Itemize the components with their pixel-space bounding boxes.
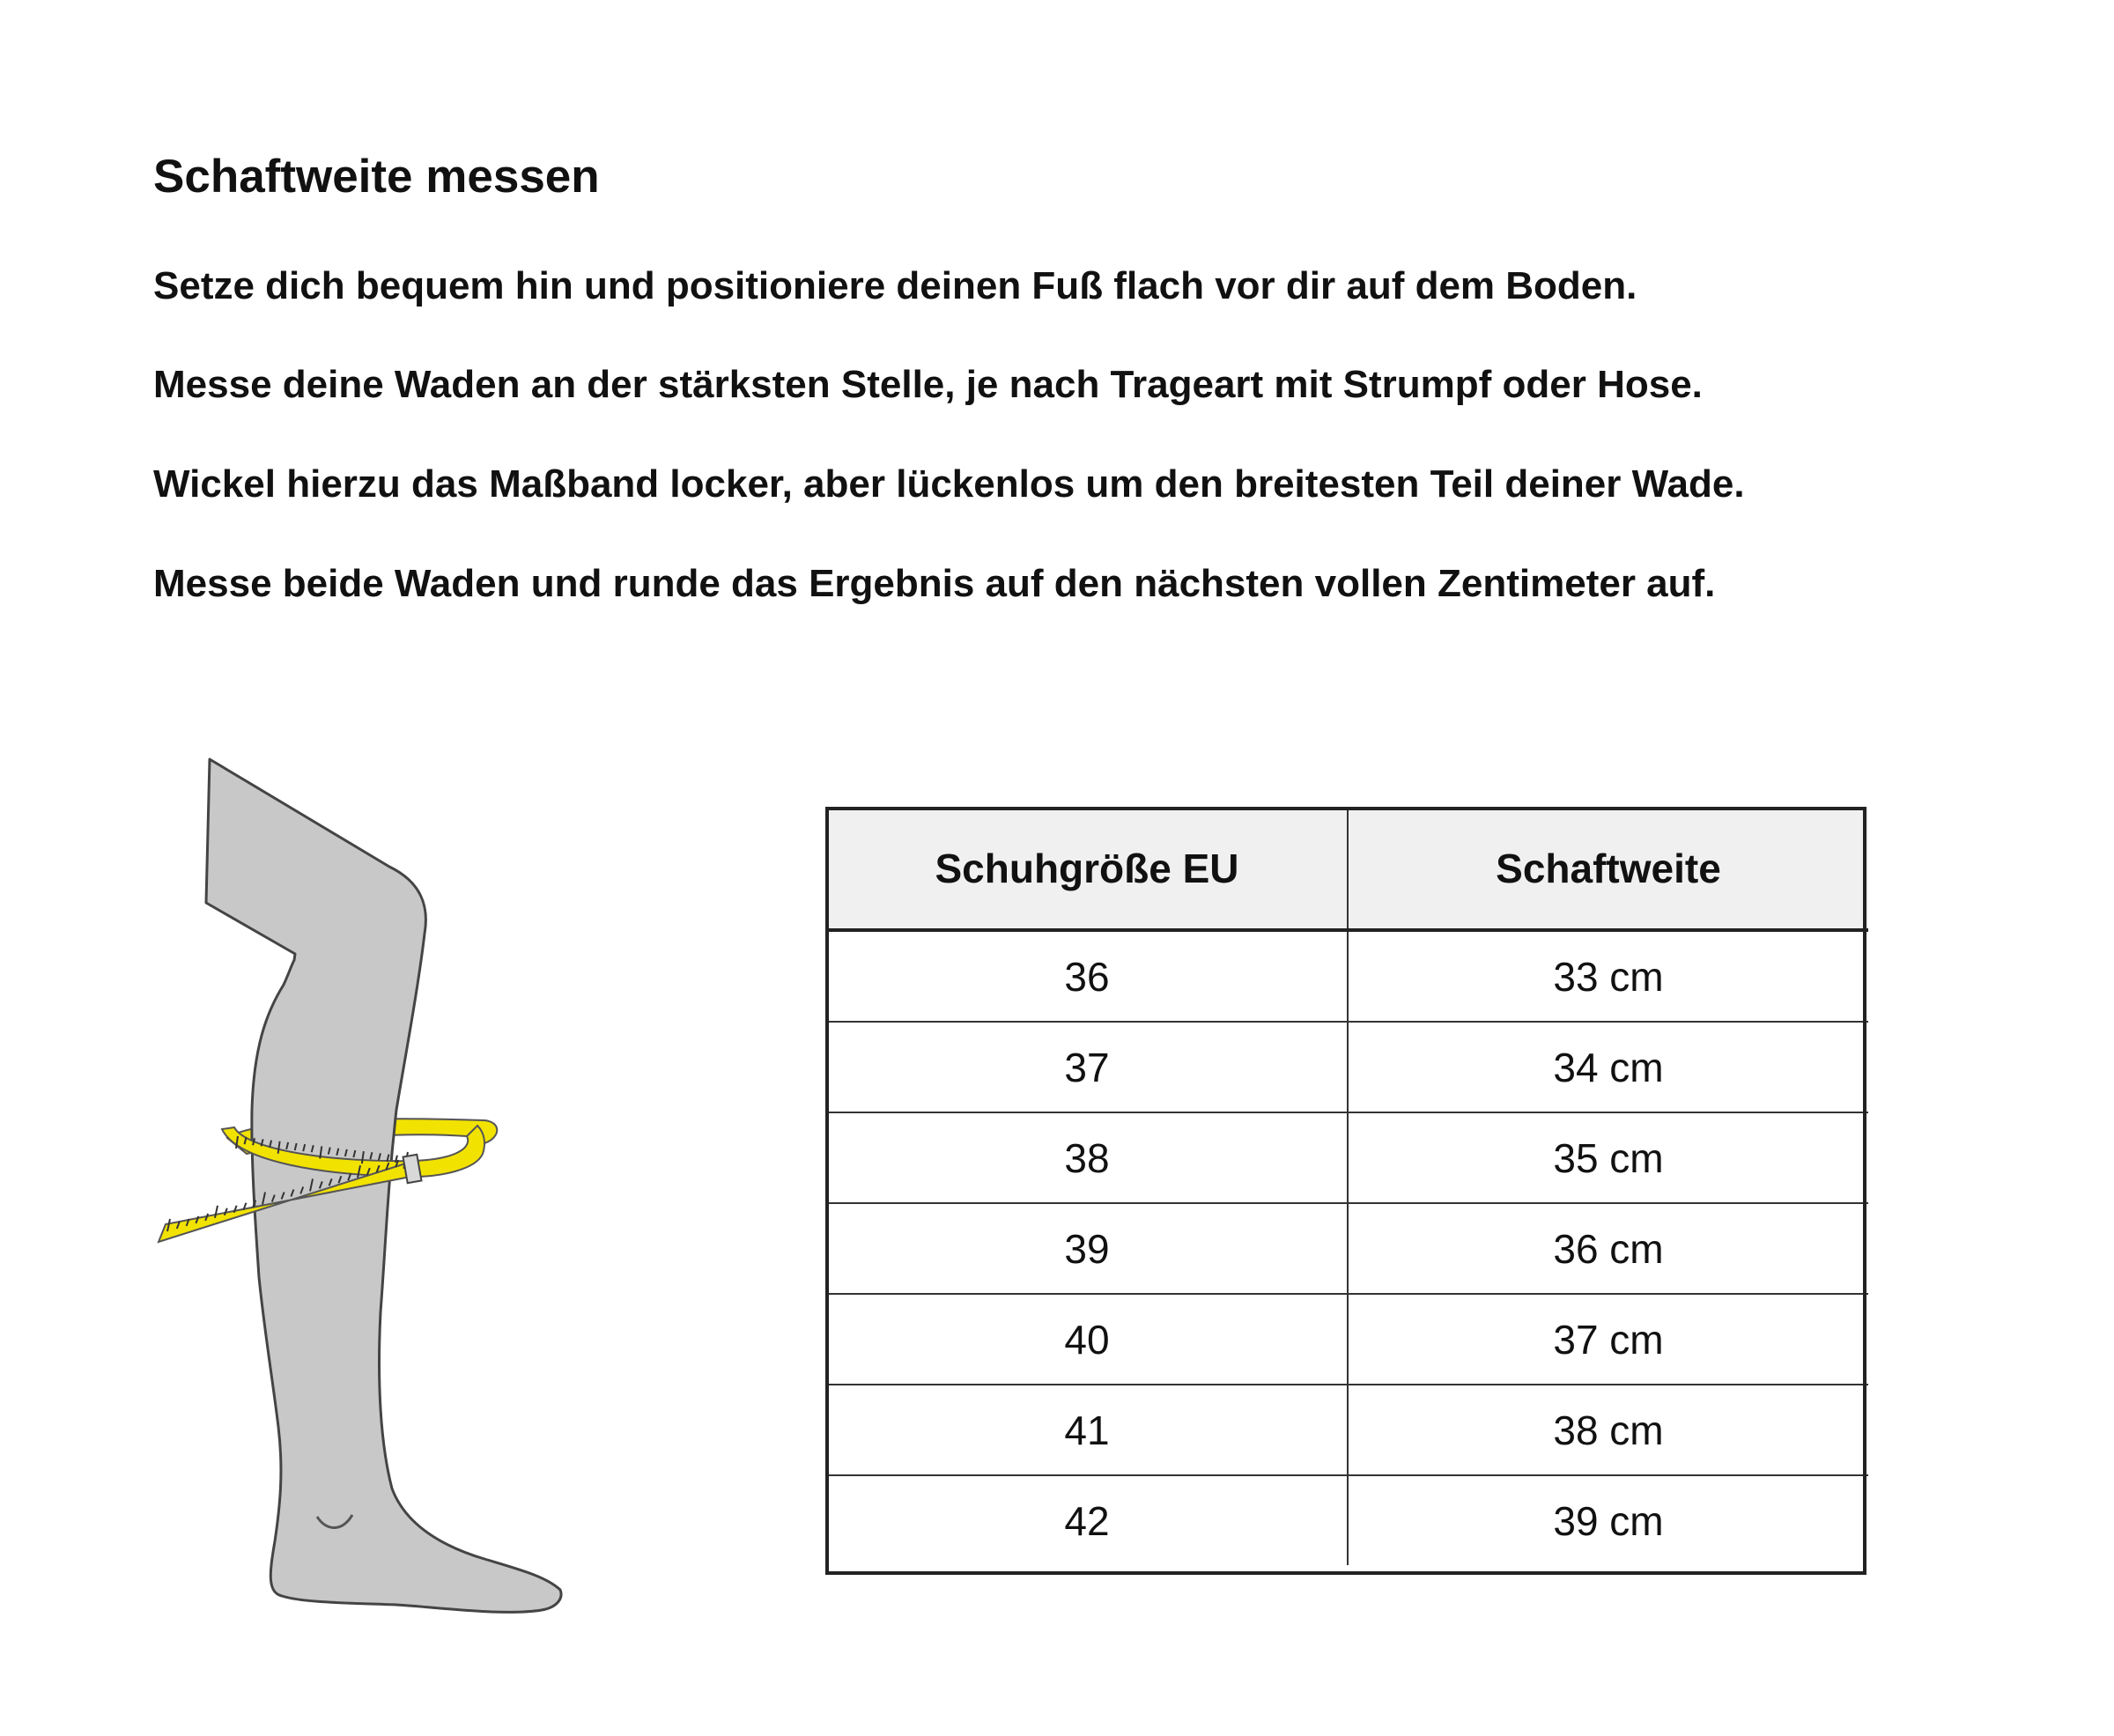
table-row [827,1294,1868,1385]
tape-buckle [403,1155,422,1183]
size-table [827,809,1868,1565]
shoe-size-cell: 41 [827,1385,1348,1475]
shoe-size-cell: 36 [827,930,1348,1022]
instruction-sit: Setze dich bequem hin und positioniere deinen Fuß flach vor dir auf dem Boden. [153,264,1637,307]
shoe-size-cell: 42 [827,1475,1348,1565]
shoe-size-cell: 40 [827,1294,1348,1385]
table-header-row [827,809,1868,930]
shaft-width-cell: 37 cm [1348,1294,1868,1385]
table-row [827,1022,1868,1112]
instruction-wrap-tape: Wickel hierzu das Maßband locker, aber lückenlos um den breitesten Teil deiner Wade. [153,462,1745,506]
table-row [827,1112,1868,1203]
shaft-width-cell: 34 cm [1348,1022,1868,1112]
leg-with-measuring-tape-icon [150,749,678,1673]
shaft-width-cell: 39 cm [1553,1497,1664,1544]
table-row [827,1385,1868,1475]
table-row [827,1475,1868,1565]
shaft-width-cell: 35 cm [1348,1112,1868,1203]
shoe-size-cell: 39 [827,1203,1348,1294]
table-row [827,930,1868,1022]
shaft-width-cell: 36 cm [1348,1203,1868,1294]
shaft-width-cell: 38 cm [1348,1385,1868,1475]
instruction-measure-calves: Messe deine Waden an der stärksten Stelle, je nach Trageart mit Strumpf oder Hose. [153,363,1703,406]
shoe-size-cell: 38 [827,1112,1348,1203]
page-title: Schaftweite messen [153,151,600,203]
header-shaft-width: Schaftweite [1348,809,1868,930]
header-shoe-size: Schuhgröße EU [827,809,1348,930]
instruction-round-up: Messe beide Waden und runde das Ergebnis auf den nächsten vollen Zentimeter auf. [153,562,1716,605]
shoe-size-cell: 37 [827,1022,1348,1112]
table-row [827,1203,1868,1294]
shaft-width-cell: 33 cm [1348,930,1868,1022]
leg-shape [206,759,561,1612]
